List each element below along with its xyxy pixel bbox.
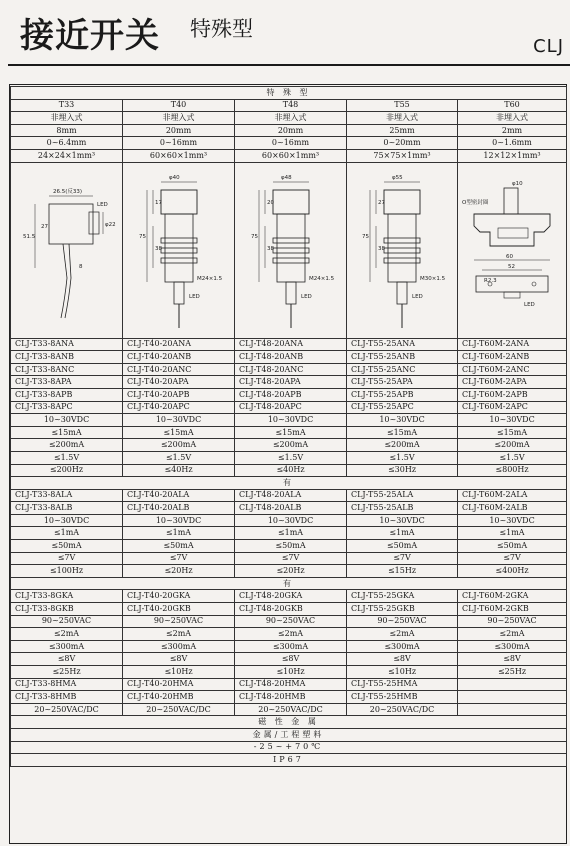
ac-code-row-cell: CLJ-T60M-2GKA bbox=[458, 590, 567, 603]
dc-freq-row-cell: ≤40Hz bbox=[123, 464, 235, 477]
ac-voltage-row bbox=[11, 615, 567, 628]
dim-label: 52 bbox=[508, 263, 515, 270]
hm-voltage-row bbox=[11, 703, 567, 716]
ac-load-row-cell: ≤300mA bbox=[235, 640, 347, 653]
dc-code-row-cell: CLJ-T40-20ANC bbox=[123, 363, 235, 376]
dim-label: φ40 bbox=[168, 174, 180, 181]
dc-voltage-row bbox=[11, 414, 567, 427]
t48-drawing-icon bbox=[239, 168, 343, 333]
dim-label: 38 bbox=[378, 245, 385, 252]
table-caption-cell: 特 殊 型 bbox=[11, 87, 567, 100]
two-code-row-cell: CLJ-T55-25ALA bbox=[347, 489, 458, 502]
dc-code-row-cell: CLJ-T48-20APC bbox=[235, 401, 347, 414]
temp-row bbox=[11, 741, 567, 754]
two-drop-row-cell: ≤7V bbox=[347, 552, 458, 565]
ac-voltage-row-cell: 90~250VAC bbox=[235, 615, 347, 628]
ac-code-row-cell: CLJ-T40-20GKB bbox=[123, 603, 235, 616]
page-title: 接近开关 bbox=[20, 16, 160, 56]
dim-label: 75 bbox=[362, 233, 369, 240]
dim-label: 60 bbox=[506, 253, 513, 260]
ac-freq-row-cell: ≤10Hz bbox=[123, 666, 235, 679]
dim-label: 8 bbox=[78, 263, 82, 270]
dc-protect-row bbox=[11, 477, 567, 490]
dc-code-row-cell: CLJ-T55-25APA bbox=[347, 376, 458, 389]
dc-code-row bbox=[11, 338, 567, 351]
ac-voltage-row-cell: 90~250VAC bbox=[347, 615, 458, 628]
two-protect-row-cell: 有 bbox=[11, 577, 567, 590]
distance-row-cell: 20mm bbox=[123, 124, 235, 137]
install-row-cell: 非埋入式 bbox=[458, 112, 567, 125]
two-code-row-cell: CLJ-T40-20ALB bbox=[123, 502, 235, 515]
ac-code-row-cell: CLJ-T48-20GKB bbox=[235, 603, 347, 616]
two-voltage-row bbox=[11, 514, 567, 527]
dim-label: 51.5 bbox=[22, 233, 35, 240]
dc-code-row-cell: CLJ-T33-8APA bbox=[11, 376, 123, 389]
dc-load-row bbox=[11, 439, 567, 452]
install-row-cell: 非埋入式 bbox=[123, 112, 235, 125]
ac-current-row-cell: ≤2mA bbox=[347, 628, 458, 641]
two-current-row-cell: ≤1mA bbox=[11, 527, 123, 540]
hm-code-row-cell: CLJ-T48-20HMB bbox=[235, 691, 347, 704]
hm-code-row bbox=[11, 691, 567, 704]
two-code-row-cell: CLJ-T48-20ALB bbox=[235, 502, 347, 515]
dc-current-row-cell: ≤15mA bbox=[123, 426, 235, 439]
dim-label: 26.5(反33) bbox=[52, 188, 82, 195]
two-drop-row bbox=[11, 552, 567, 565]
model-row bbox=[11, 99, 567, 112]
dim-label: φ48 bbox=[280, 174, 292, 181]
ac-code-row bbox=[11, 603, 567, 616]
ac-voltage-row-cell: 90~250VAC bbox=[458, 615, 567, 628]
hm-code-row-cell: CLJ-T33-8HMB bbox=[11, 691, 123, 704]
dc-code-row-cell: CLJ-T60M-2ANA bbox=[458, 338, 567, 351]
hm-code-row-cell: CLJ-T40-20HMA bbox=[123, 678, 235, 691]
two-load-row-cell: ≤50mA bbox=[235, 540, 347, 553]
ac-drop-row bbox=[11, 653, 567, 666]
target-row bbox=[11, 716, 567, 729]
hm-voltage-row-cell: 20~250VAC/DC bbox=[347, 703, 458, 716]
ac-code-row-cell: CLJ-T48-20GKA bbox=[235, 590, 347, 603]
dc-code-row-cell: CLJ-T60M-2APA bbox=[458, 376, 567, 389]
t33-drawing-icon bbox=[15, 168, 119, 333]
range-row-cell: 0~1.6mm bbox=[458, 137, 567, 150]
led-label: LED bbox=[524, 301, 535, 308]
ac-freq-row-cell: ≤25Hz bbox=[458, 666, 567, 679]
dc-code-row-cell: CLJ-T60M-2ANC bbox=[458, 363, 567, 376]
dim-label: φ55 bbox=[392, 174, 403, 181]
dc-load-row-cell: ≤200mA bbox=[458, 439, 567, 452]
distance-row-cell: 2mm bbox=[458, 124, 567, 137]
dc-load-row-cell: ≤200mA bbox=[11, 439, 123, 452]
two-current-row-cell: ≤1mA bbox=[458, 527, 567, 540]
distance-row-cell: 8mm bbox=[11, 124, 123, 137]
dc-load-row-cell: ≤200mA bbox=[235, 439, 347, 452]
size-row-cell: 24×24×1mm³ bbox=[11, 149, 123, 162]
distance-row-cell: 25mm bbox=[347, 124, 458, 137]
led-label: LED bbox=[300, 293, 312, 300]
two-current-row bbox=[11, 527, 567, 540]
two-load-row bbox=[11, 540, 567, 553]
two-voltage-row-cell: 10~30VDC bbox=[458, 514, 567, 527]
drawing-cell-t55 bbox=[347, 162, 458, 338]
two-freq-row bbox=[11, 565, 567, 578]
two-load-row-cell: ≤50mA bbox=[11, 540, 123, 553]
dc-code-row-cell: CLJ-T48-20APA bbox=[235, 376, 347, 389]
two-freq-row-cell: ≤20Hz bbox=[123, 565, 235, 578]
dc-code-row-cell: CLJ-T40-20APB bbox=[123, 388, 235, 401]
two-code-row bbox=[11, 502, 567, 515]
range-row-cell: 0~16mm bbox=[235, 137, 347, 150]
two-code-row-cell: CLJ-T60M-2ALA bbox=[458, 489, 567, 502]
dim-label: M24×1.5 bbox=[308, 275, 334, 282]
two-drop-row-cell: ≤7V bbox=[235, 552, 347, 565]
two-load-row-cell: ≤50mA bbox=[347, 540, 458, 553]
dc-drop-row-cell: ≤1.5V bbox=[123, 451, 235, 464]
ac-code-row-cell: CLJ-T33-8GKB bbox=[11, 603, 123, 616]
dc-code-row-cell: CLJ-T33-8ANC bbox=[11, 363, 123, 376]
two-protect-row bbox=[11, 577, 567, 590]
dc-current-row bbox=[11, 426, 567, 439]
ip-row bbox=[11, 754, 567, 767]
ac-voltage-row-cell: 90~250VAC bbox=[123, 615, 235, 628]
two-current-row-cell: ≤1mA bbox=[123, 527, 235, 540]
ac-current-row-cell: ≤2mA bbox=[11, 628, 123, 641]
two-code-row-cell: CLJ-T48-20ALA bbox=[235, 489, 347, 502]
ac-freq-row bbox=[11, 666, 567, 679]
drawing-cell-t60 bbox=[458, 162, 567, 338]
two-freq-row-cell: ≤15Hz bbox=[347, 565, 458, 578]
temp-row-cell: -25~+70℃ bbox=[11, 741, 567, 754]
install-row-cell: 非埋入式 bbox=[11, 112, 123, 125]
range-row-cell: 0~20mm bbox=[347, 137, 458, 150]
two-voltage-row-cell: 10~30VDC bbox=[123, 514, 235, 527]
ac-freq-row-cell: ≤10Hz bbox=[347, 666, 458, 679]
ac-freq-row-cell: ≤10Hz bbox=[235, 666, 347, 679]
two-drop-row-cell: ≤7V bbox=[458, 552, 567, 565]
dc-code-row-cell: CLJ-T33-8APC bbox=[11, 401, 123, 414]
page-header bbox=[0, 0, 570, 66]
dim-label: φ10 bbox=[512, 180, 523, 187]
ac-current-row-cell: ≤2mA bbox=[458, 628, 567, 641]
ac-drop-row-cell: ≤8V bbox=[123, 653, 235, 666]
dc-voltage-row-cell: 10~30VDC bbox=[123, 414, 235, 427]
dc-code-row-cell: CLJ-T55-25ANA bbox=[347, 338, 458, 351]
dim-label: 20 bbox=[266, 199, 274, 206]
dc-freq-row-cell: ≤800Hz bbox=[458, 464, 567, 477]
dc-voltage-row-cell: 10~30VDC bbox=[235, 414, 347, 427]
two-voltage-row-cell: 10~30VDC bbox=[11, 514, 123, 527]
dc-protect-row-cell: 有 bbox=[11, 477, 567, 490]
install-row bbox=[11, 112, 567, 125]
dc-current-row-cell: ≤15mA bbox=[458, 426, 567, 439]
dc-load-row-cell: ≤200mA bbox=[123, 439, 235, 452]
dc-drop-row-cell: ≤1.5V bbox=[235, 451, 347, 464]
led-label: LED bbox=[96, 201, 108, 208]
ac-load-row bbox=[11, 640, 567, 653]
ac-load-row-cell: ≤300mA bbox=[347, 640, 458, 653]
ac-code-row-cell: CLJ-T33-8GKA bbox=[11, 590, 123, 603]
dc-code-row-cell: CLJ-T48-20ANC bbox=[235, 363, 347, 376]
table-caption bbox=[11, 87, 567, 100]
install-row-cell: 非埋入式 bbox=[235, 112, 347, 125]
model-row-cell: T40 bbox=[123, 99, 235, 112]
series-code: CLJ bbox=[533, 36, 564, 57]
dc-code-row-cell: CLJ-T60M-2APB bbox=[458, 388, 567, 401]
model-row-cell: T48 bbox=[235, 99, 347, 112]
dim-label: 75 bbox=[250, 233, 258, 240]
dc-drop-row bbox=[11, 451, 567, 464]
drawing-cell-t33 bbox=[11, 162, 123, 338]
model-row-cell: T60 bbox=[458, 99, 567, 112]
dc-code-row-cell: CLJ-T55-25ANC bbox=[347, 363, 458, 376]
dc-code-row-cell: CLJ-T60M-2ANB bbox=[458, 351, 567, 364]
ac-code-row bbox=[11, 590, 567, 603]
two-freq-row-cell: ≤100Hz bbox=[11, 565, 123, 578]
header-rule bbox=[8, 64, 570, 66]
t40-drawing-icon bbox=[127, 168, 231, 333]
two-drop-row-cell: ≤7V bbox=[123, 552, 235, 565]
two-voltage-row-cell: 10~30VDC bbox=[347, 514, 458, 527]
range-row-cell: 0~6.4mm bbox=[11, 137, 123, 150]
dc-code-row-cell: CLJ-T33-8APB bbox=[11, 388, 123, 401]
two-freq-row-cell: ≤400Hz bbox=[458, 565, 567, 578]
dim-label: φ22 bbox=[104, 221, 116, 228]
hm-code-row bbox=[11, 678, 567, 691]
empty-cell bbox=[458, 703, 567, 716]
hm-code-row-cell: CLJ-T40-20HMB bbox=[123, 691, 235, 704]
two-voltage-row-cell: 10~30VDC bbox=[235, 514, 347, 527]
hm-code-row-cell: CLJ-T48-20HMA bbox=[235, 678, 347, 691]
dc-code-row bbox=[11, 363, 567, 376]
dim-label: R2.3 bbox=[484, 277, 497, 284]
dim-label: 17 bbox=[154, 199, 162, 206]
hm-voltage-row-cell: 20~250VAC/DC bbox=[235, 703, 347, 716]
dc-freq-row-cell: ≤200Hz bbox=[11, 464, 123, 477]
two-freq-row-cell: ≤20Hz bbox=[235, 565, 347, 578]
dc-current-row-cell: ≤15mA bbox=[235, 426, 347, 439]
two-load-row-cell: ≤50mA bbox=[123, 540, 235, 553]
ac-drop-row-cell: ≤8V bbox=[235, 653, 347, 666]
two-code-row bbox=[11, 489, 567, 502]
hm-code-row-cell: CLJ-T55-25HMA bbox=[347, 678, 458, 691]
two-code-row-cell: CLJ-T60M-2ALB bbox=[458, 502, 567, 515]
dim-label: M30×1.5 bbox=[420, 275, 446, 282]
hm-code-row-cell: CLJ-T55-25HMB bbox=[347, 691, 458, 704]
ip-row-cell: IP67 bbox=[11, 754, 567, 767]
dim-label: 38 bbox=[154, 245, 162, 252]
ac-code-row-cell: CLJ-T55-25GKB bbox=[347, 603, 458, 616]
dc-voltage-row-cell: 10~30VDC bbox=[11, 414, 123, 427]
ac-drop-row-cell: ≤8V bbox=[458, 653, 567, 666]
distance-row bbox=[11, 124, 567, 137]
range-row bbox=[11, 137, 567, 150]
two-code-row-cell: CLJ-T55-25ALB bbox=[347, 502, 458, 515]
dc-code-row-cell: CLJ-T60M-2APC bbox=[458, 401, 567, 414]
ac-current-row bbox=[11, 628, 567, 641]
t55-drawing-icon bbox=[350, 168, 454, 333]
dim-label: 27 bbox=[40, 223, 48, 230]
distance-row-cell: 20mm bbox=[235, 124, 347, 137]
dc-code-row-cell: CLJ-T48-20APB bbox=[235, 388, 347, 401]
ac-drop-row-cell: ≤8V bbox=[11, 653, 123, 666]
empty-cell bbox=[458, 691, 567, 704]
two-code-row-cell: CLJ-T40-20ALA bbox=[123, 489, 235, 502]
ac-load-row-cell: ≤300mA bbox=[458, 640, 567, 653]
dc-code-row-cell: CLJ-T55-25APB bbox=[347, 388, 458, 401]
spec-table bbox=[10, 86, 567, 767]
two-current-row-cell: ≤1mA bbox=[235, 527, 347, 540]
ac-code-row-cell: CLJ-T60M-2GKB bbox=[458, 603, 567, 616]
size-row bbox=[11, 149, 567, 162]
two-drop-row-cell: ≤7V bbox=[11, 552, 123, 565]
drawing-cell-t48 bbox=[235, 162, 347, 338]
dc-code-row-cell: CLJ-T55-25ANB bbox=[347, 351, 458, 364]
ac-current-row-cell: ≤2mA bbox=[123, 628, 235, 641]
ac-load-row-cell: ≤300mA bbox=[123, 640, 235, 653]
t60-drawing-icon bbox=[460, 168, 564, 333]
size-row-cell: 12×12×1mm³ bbox=[458, 149, 567, 162]
dc-voltage-row-cell: 10~30VDC bbox=[458, 414, 567, 427]
target-row-cell: 磁 性 金 属 bbox=[11, 716, 567, 729]
dc-freq-row bbox=[11, 464, 567, 477]
size-row-cell: 75×75×1mm³ bbox=[347, 149, 458, 162]
dc-code-row-cell: CLJ-T48-20ANB bbox=[235, 351, 347, 364]
size-row-cell: 60×60×1mm³ bbox=[235, 149, 347, 162]
ac-code-row-cell: CLJ-T40-20GKA bbox=[123, 590, 235, 603]
dc-code-row-cell: CLJ-T48-20ANA bbox=[235, 338, 347, 351]
drawing-row bbox=[11, 162, 567, 338]
dc-code-row bbox=[11, 351, 567, 364]
dc-drop-row-cell: ≤1.5V bbox=[458, 451, 567, 464]
dim-label: 75 bbox=[138, 233, 146, 240]
led-label: LED bbox=[412, 293, 423, 300]
range-row-cell: 0~16mm bbox=[123, 137, 235, 150]
led-label: LED bbox=[188, 293, 200, 300]
empty-cell bbox=[458, 678, 567, 691]
two-current-row-cell: ≤1mA bbox=[347, 527, 458, 540]
seal-label: O型密封圈 bbox=[462, 199, 489, 206]
ac-voltage-row-cell: 90~250VAC bbox=[11, 615, 123, 628]
two-code-row-cell: CLJ-T33-8ALB bbox=[11, 502, 123, 515]
dc-code-row-cell: CLJ-T40-20ANB bbox=[123, 351, 235, 364]
dc-code-row-cell: CLJ-T40-20APA bbox=[123, 376, 235, 389]
install-row-cell: 非埋入式 bbox=[347, 112, 458, 125]
dc-code-row-cell: CLJ-T33-8ANA bbox=[11, 338, 123, 351]
dc-code-row-cell: CLJ-T40-20ANA bbox=[123, 338, 235, 351]
dc-current-row-cell: ≤15mA bbox=[11, 426, 123, 439]
dc-code-row-cell: CLJ-T40-20APC bbox=[123, 401, 235, 414]
material-row bbox=[11, 728, 567, 741]
dc-code-row bbox=[11, 376, 567, 389]
dc-code-row-cell: CLJ-T55-25APC bbox=[347, 401, 458, 414]
dim-label: 38 bbox=[266, 245, 274, 252]
dim-label: 27 bbox=[378, 199, 385, 206]
drawing-cell-t40 bbox=[123, 162, 235, 338]
two-load-row-cell: ≤50mA bbox=[458, 540, 567, 553]
dc-drop-row-cell: ≤1.5V bbox=[347, 451, 458, 464]
model-row-cell: T33 bbox=[11, 99, 123, 112]
ac-freq-row-cell: ≤25Hz bbox=[11, 666, 123, 679]
dc-drop-row-cell: ≤1.5V bbox=[11, 451, 123, 464]
ac-load-row-cell: ≤300mA bbox=[11, 640, 123, 653]
dc-code-row bbox=[11, 401, 567, 414]
dim-label: M24×1.5 bbox=[196, 275, 222, 282]
two-code-row-cell: CLJ-T33-8ALA bbox=[11, 489, 123, 502]
model-row-cell: T55 bbox=[347, 99, 458, 112]
dc-freq-row-cell: ≤40Hz bbox=[235, 464, 347, 477]
hm-voltage-row-cell: 20~250VAC/DC bbox=[11, 703, 123, 716]
material-row-cell: 金属/工程塑料 bbox=[11, 728, 567, 741]
page-subtitle: 特殊型 bbox=[190, 17, 253, 41]
dc-code-row-cell: CLJ-T33-8ANB bbox=[11, 351, 123, 364]
ac-drop-row-cell: ≤8V bbox=[347, 653, 458, 666]
hm-code-row-cell: CLJ-T33-8HMA bbox=[11, 678, 123, 691]
hm-voltage-row-cell: 20~250VAC/DC bbox=[123, 703, 235, 716]
dc-code-row bbox=[11, 388, 567, 401]
ac-code-row-cell: CLJ-T55-25GKA bbox=[347, 590, 458, 603]
size-row-cell: 60×60×1mm³ bbox=[123, 149, 235, 162]
dc-load-row-cell: ≤200mA bbox=[347, 439, 458, 452]
dc-freq-row-cell: ≤30Hz bbox=[347, 464, 458, 477]
dc-current-row-cell: ≤15mA bbox=[347, 426, 458, 439]
dc-voltage-row-cell: 10~30VDC bbox=[347, 414, 458, 427]
ac-current-row-cell: ≤2mA bbox=[235, 628, 347, 641]
